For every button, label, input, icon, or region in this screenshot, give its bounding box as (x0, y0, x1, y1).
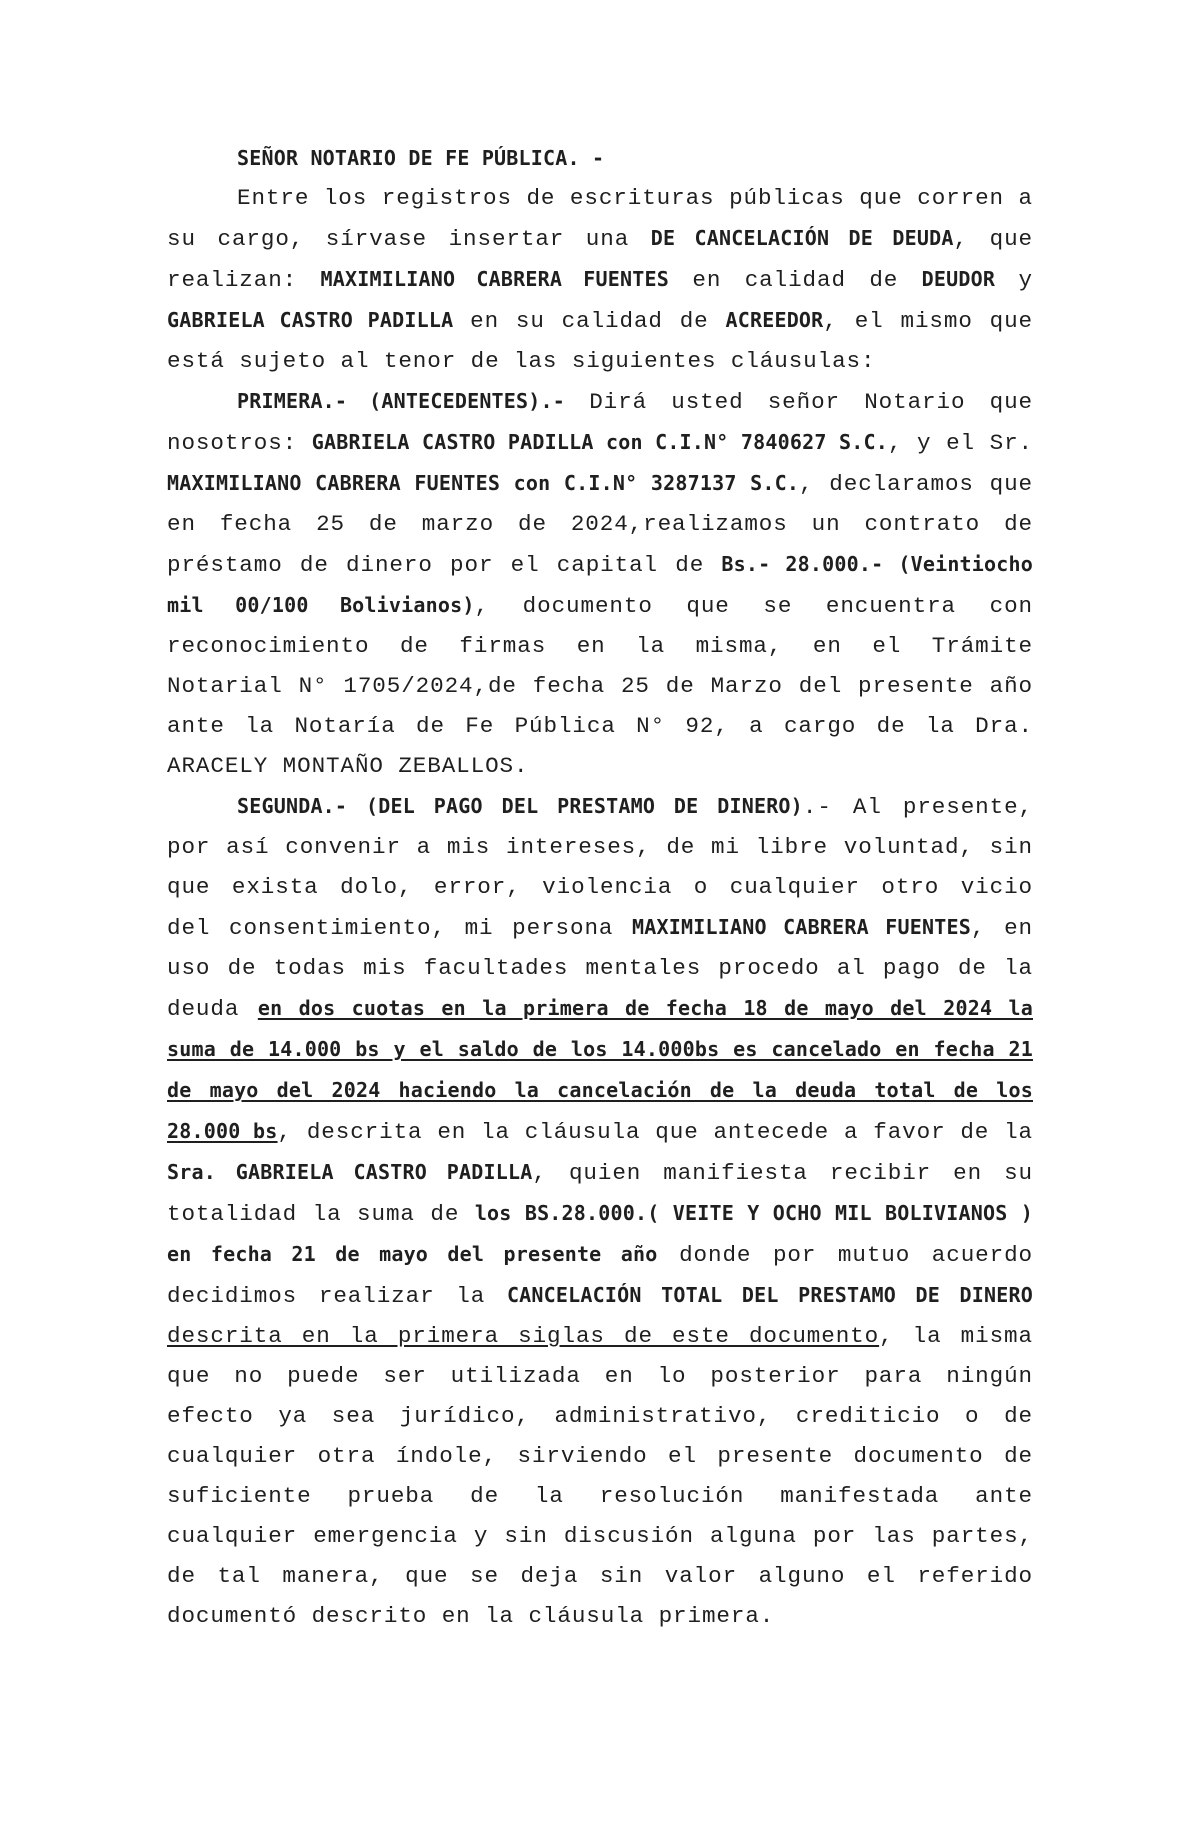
document-title: SEÑOR NOTARIO DE FE PÚBLICA. - (237, 146, 605, 170)
intro-text-3: en calidad de (668, 267, 922, 293)
primera-text-3: , declaramos que en fecha 25 de marzo de 2024,realizamos un contrato de préstamo de dinero por el capital de (167, 471, 1033, 578)
primera-bold-creditor-id: GABRIELA CASTRO PADILLA con C.I.N° 7840627 S.C. (311, 430, 888, 454)
segunda-underlined-payment-terms: en dos cuotas en la primera de fecha 18 de mayo del 2024 la suma de 14.000 bs y el saldo de los 14.000bs es cancelado en fecha 21 de mayo del 2024 haciendo la cancelación de la deuda total de los 28.000 bs (167, 996, 1033, 1143)
primera-text-2: , y el Sr. (887, 430, 1033, 456)
clause-segunda-heading: SEGUNDA.- (DEL PAGO DEL PRESTAMO DE DINERO) (237, 794, 803, 818)
intro-bold-creditor-name: GABRIELA CASTRO PADILLA (167, 308, 454, 332)
segunda-bold-creditor-name: Sra. GABRIELA CASTRO PADILLA (167, 1160, 533, 1184)
segunda-text-3: , descrita en la cláusula que antecede a favor de la (277, 1119, 1034, 1145)
notarial-document (167, 138, 1033, 1636)
segunda-text-1: .- Al presente, por así convenir a mis intereses, de mi libre voluntad, sin que exista dolo, error, violencia o cualquier otro vicio del consentimiento, mi persona (167, 794, 1033, 941)
primera-bold-capital-amount: Bs.- 28.000.- (Veintiocho mil 00/100 Bolivianos) (167, 552, 1034, 617)
intro-paragraph (167, 178, 1033, 381)
intro-text-6: , el mismo que está sujeto al tenor de las siguientes cláusulas: (167, 308, 1033, 374)
intro-bold-deed-type: DE CANCELACIÓN DE DEUDA (650, 226, 954, 250)
segunda-text-7: , la misma que no puede ser utilizada en lo posterior para ningún efecto ya sea jurídico, administrativo, crediticio o de cualquier otra índole, sirviendo el presente documento de suficiente prueba de la resolución manifestada ante cualquier emergencia y sin discusión alguna por las partes, de tal manera, que se deja sin valor alguno el referido documentó descrito en la cláusula primera. (167, 1323, 1033, 1629)
segunda-text-5: donde por mutuo acuerdo decidimos realizar la (167, 1242, 1033, 1309)
intro-bold-debtor-role: DEUDOR (921, 267, 996, 291)
clause-primera (167, 381, 1033, 786)
intro-bold-creditor-role: ACREEDOR (725, 308, 824, 332)
primera-text-1: Dirá usted señor Notario que nosotros: (167, 389, 1033, 456)
intro-text-1: Entre los registros de escrituras públicas que corren a su cargo, sírvase insertar una (167, 185, 1033, 252)
segunda-text-4: , quien manifiesta recibir en su totalidad la suma de (167, 1160, 1034, 1227)
segunda-underlined-reference: descrita en la primera siglas de este documento (167, 1323, 880, 1349)
intro-text-5: en su calidad de (453, 308, 726, 334)
segunda-bold-debtor-name: MAXIMILIANO CABRERA FUENTES (632, 915, 971, 939)
intro-text-4: y (995, 267, 1033, 293)
primera-text-4: , documento que se encuentra con reconocimiento de firmas en la misma, en el Trámite Notarial N° 1705/2024,de fecha 25 de Marzo del presente año ante la Notaría de Fe Pública N° 92, a cargo de la Dra. ARACELY MONTAÑO ZEBALLOS. (167, 593, 1033, 779)
segunda-text-2: , en uso de todas mis facultades mentales procedo al pago de la deuda (167, 915, 1033, 1022)
intro-bold-debtor-name: MAXIMILIANO CABRERA FUENTES (320, 267, 669, 291)
clause-segunda (167, 786, 1033, 1636)
primera-bold-debtor-id: MAXIMILIANO CABRERA FUENTES con C.I.N° 3287137 S.C. (167, 471, 800, 495)
segunda-bold-total-cancellation: CANCELACIÓN TOTAL DEL PRESTAMO DE DINERO (506, 1283, 1033, 1307)
segunda-bold-received-amount: los BS.28.000.( VEITE Y OCHO MIL BOLIVIANOS ) en fecha 21 de mayo del presente año (167, 1201, 1033, 1266)
clause-primera-heading: PRIMERA.- (ANTECEDENTES).- (237, 389, 566, 413)
intro-text-2: , que realizan: (167, 226, 1033, 293)
